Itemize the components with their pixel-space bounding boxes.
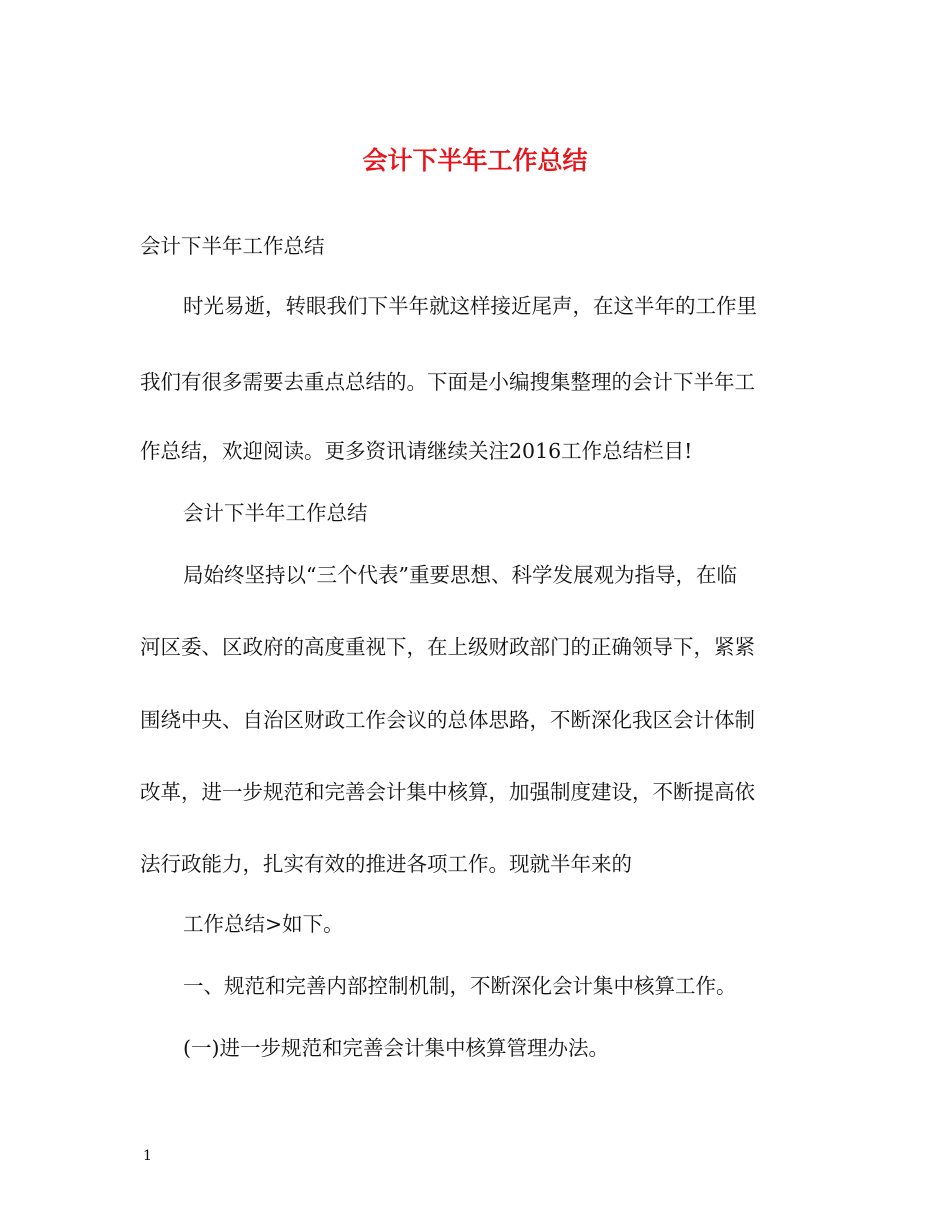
paragraph-line: 河区委、区政府的高度重视下，在上级财政部门的正确领导下，紧紧 xyxy=(140,635,755,659)
paragraph-line: 局始终坚持以“三个代表”重要思想、科学发展观为指导，在临 xyxy=(183,563,737,587)
page-number: 1 xyxy=(143,1148,152,1164)
paragraph-line: 时光易逝，转眼我们下半年就这样接近尾声，在这半年的工作里 xyxy=(183,294,757,318)
paragraph-line: 法行政能力，扎实有效的推进各项工作。现就半年来的 xyxy=(140,852,632,876)
paragraph-line: 我们有很多需要去重点总结的。下面是小编搜集整理的会计下半年工 xyxy=(140,370,755,394)
paragraph-line: 作总结，欢迎阅读。更多资讯请继续关注2016工作总结栏目! xyxy=(140,439,693,463)
subtitle-line: 会计下半年工作总结 xyxy=(140,234,325,258)
subsection-heading: (一)进一步规范和完善会计集中核算管理办法。 xyxy=(183,1036,609,1060)
document-title: 会计下半年工作总结 xyxy=(362,146,588,175)
paragraph-line: 改革，进一步规范和完善会计集中核算，加强制度建设，不断提高依 xyxy=(140,780,755,804)
section-heading: 会计下半年工作总结 xyxy=(183,501,368,525)
section-heading: 一、规范和完善内部控制机制，不断深化会计集中核算工作。 xyxy=(183,974,737,998)
paragraph-line: 工作总结>如下。 xyxy=(183,912,344,936)
paragraph-line: 围绕中央、自治区财政工作会议的总体思路，不断深化我区会计体制 xyxy=(140,708,755,732)
